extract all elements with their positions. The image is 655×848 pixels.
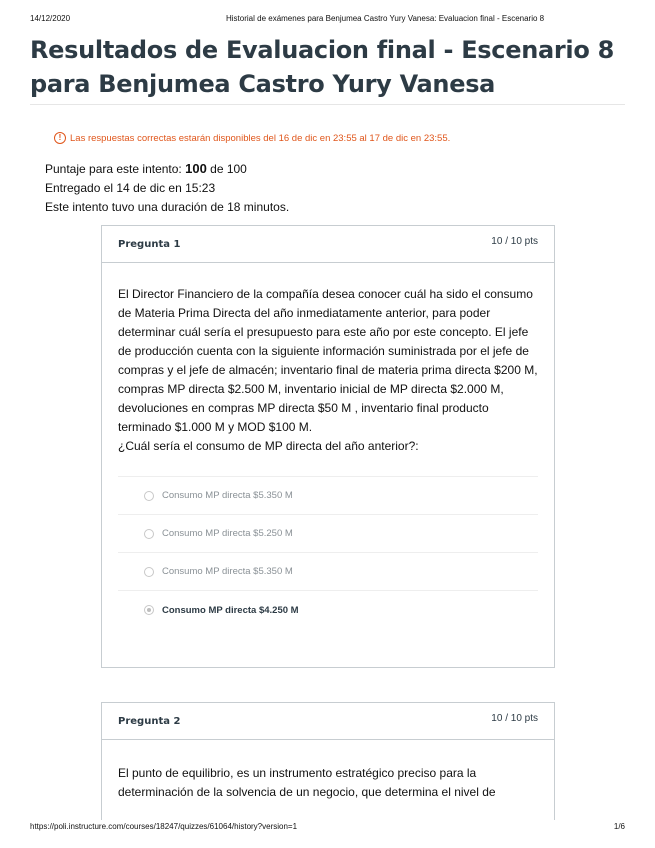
radio-icon[interactable] [144,491,154,501]
score-value: 100 [185,161,207,176]
score-label: Puntaje para este intento: [45,162,186,176]
question-points: 10 / 10 pts [491,713,538,724]
answer-list [118,476,538,629]
question-body [102,740,554,802]
answer-option[interactable] [118,477,538,515]
warning-icon: ! [54,132,66,144]
question-text: El Director Financiero de la compañía desea conocer cuál ha sido el consumo de Materia Prima Directa del año inmediatamente anterior, para poder determinar cuál sería el presupuesto para este año por este concepto. El jefe de producción cuenta con la siguiente información suministrada por el jefe de compras y el jefe de almacén; inventario final de materia prima directa $200 M, compras MP directa $2.500 M, inventario inicial de MP directa $2.000 M, devoluciones en compras MP directa $50 M , inventario final producto terminado $1.000 M y MOD $100 M. [118,287,538,434]
print-document-title: Historial de exámenes para Benjumea Castro Yury Vanesa: Evaluacion final - Escenario 8 [226,14,545,23]
page-number: 1/6 [613,822,625,831]
question-header [102,226,554,263]
question-1 [101,225,555,668]
radio-selected-icon[interactable] [144,605,154,615]
question-2 [101,702,555,820]
score-line [45,159,289,179]
answer-option[interactable] [118,553,538,591]
score-total: de 100 [206,162,247,176]
page-title: Resultados de Evaluacion final - Escenario 8 para Benjumea Castro Yury Vanesa [30,36,614,98]
answer-label: Consumo MP directa $5.250 M [162,528,293,539]
question-name: Pregunta 1 [118,239,181,250]
print-header [30,14,625,26]
radio-icon[interactable] [144,529,154,539]
answer-option[interactable] [118,515,538,553]
answers-availability-notice [54,132,450,144]
answer-label: Consumo MP directa $5.350 M [162,566,293,577]
question-name: Pregunta 2 [118,716,181,727]
question-points: 10 / 10 pts [491,236,538,247]
print-date: 14/12/2020 [30,14,71,23]
question-header [102,703,554,740]
notice-text: Las respuestas correctas estarán disponibles del 16 de dic en 23:55 al 17 de dic en 23:55. [70,132,451,144]
answer-label: Consumo MP directa $5.350 M [162,490,293,501]
question-body [102,263,554,629]
duration-line: Este intento tuvo una duración de 18 minutos. [45,200,290,214]
print-url: https://poli.instructure.com/courses/18247/quizzes/61064/history?version=1 [30,822,298,831]
answer-option-selected[interactable] [118,591,538,629]
submitted-line: Entregado el 14 de dic en 15:23 [45,181,216,195]
title-divider [30,104,625,105]
question-text: El punto de equilibrio, es un instrumento estratégico preciso para la determinación de la solvencia de un negocio, que determina el nivel de [118,766,496,799]
answer-label: Consumo MP directa $4.250 M [162,604,299,616]
question-prompt: ¿Cuál sería el consumo de MP directa del año anterior?: [118,439,419,453]
radio-icon[interactable] [144,567,154,577]
attempt-summary [45,159,289,217]
